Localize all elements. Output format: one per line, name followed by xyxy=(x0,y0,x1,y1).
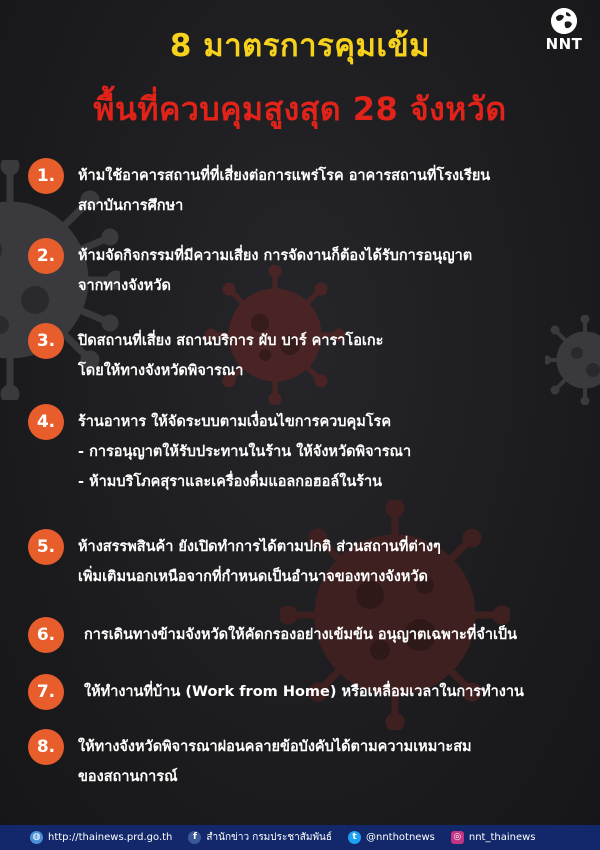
measure-number-badge: 1. xyxy=(28,158,64,194)
measure-number-badge: 2. xyxy=(28,238,64,274)
measure-text: การเดินทางข้ามจังหวัดให้คัดกรองอย่างเข้มข้น อนุญาตเฉพาะที่จำเป็น xyxy=(84,627,518,643)
measure-text: ให้ทำงานที่บ้าน (Work from Home) หรือเหลื่อมเวลาในการทำงาน xyxy=(84,684,524,700)
globe-icon: ◍ xyxy=(30,831,43,844)
facebook-link[interactable]: สำนักข่าว กรมประชาสัมพันธ์ xyxy=(206,832,332,843)
page-title: 8 มาตรการคุมเข้ม xyxy=(169,28,431,64)
measure-number-badge: 7. xyxy=(28,674,64,710)
instagram-link[interactable]: nnt_thainews xyxy=(468,832,536,843)
measure-text: จากทางจังหวัด xyxy=(78,278,171,294)
logo-text: NNT xyxy=(545,35,583,53)
measure-text: ห้ามใช้อาคารสถานที่ที่เสี่ยงต่อการแพร่โรค อาคารสถานที่โรงเรียน xyxy=(78,168,491,184)
measure-text: ให้ทางจังหวัดพิจารณาผ่อนคลายข้อบังคับได้ตามความเหมาะสม xyxy=(78,739,472,755)
measure-text: ปิดสถานที่เสี่ยง สถานบริการ ผับ บาร์ คาราโอเกะ xyxy=(78,333,384,349)
measure-text: ของสถานการณ์ xyxy=(78,769,178,785)
measure-number-badge: 6. xyxy=(28,617,64,653)
measure-text: ร้านอาหาร ให้จัดระบบตามเงื่อนไขการควบคุมโรค xyxy=(78,414,392,430)
measure-text: ห้ามจัดกิจกรรมที่มีความเสี่ยง การจัดงานก็ต้องได้รับการอนุญาต xyxy=(78,248,473,264)
instagram-icon: ◎ xyxy=(451,831,464,844)
footer-facebook[interactable] xyxy=(188,830,332,845)
page-subtitle: พื้นที่ควบคุมสูงสุด 28 จังหวัด xyxy=(93,90,507,128)
measure-number-badge: 4. xyxy=(28,404,64,440)
measure-text: สถาบันการศึกษา xyxy=(78,198,184,214)
measure-text: ห้างสรรพสินค้า ยังเปิดทำการได้ตามปกติ ส่วนสถานที่ต่างๆ xyxy=(78,539,441,555)
twitter-icon: t xyxy=(348,831,361,844)
website-link[interactable]: http://thainews.prd.go.th xyxy=(48,832,173,843)
facebook-icon: f xyxy=(188,831,201,844)
footer-bar xyxy=(0,825,600,850)
footer-twitter[interactable] xyxy=(348,831,435,844)
measure-text: เพิ่มเติมนอกเหนือจากที่กำหนดเป็นอำนาจของทางจังหวัด xyxy=(78,569,428,585)
measure-number-badge: 8. xyxy=(28,729,64,765)
measure-number-badge: 5. xyxy=(28,529,64,565)
measure-text: - ห้ามบริโภคสุราและเครื่องดื่มแอลกอฮอล์ในร้าน xyxy=(78,474,383,490)
measure-number-badge: 3. xyxy=(28,323,64,359)
measure-text: โดยให้ทางจังหวัดพิจารณา xyxy=(78,363,244,379)
measure-text: - การอนุญาตให้รับประทานในร้าน ให้จังหวัดพิจารณา xyxy=(78,444,412,460)
twitter-link[interactable]: @nnthotnews xyxy=(366,832,435,843)
footer-website[interactable] xyxy=(30,831,172,844)
footer-instagram[interactable] xyxy=(451,831,536,844)
